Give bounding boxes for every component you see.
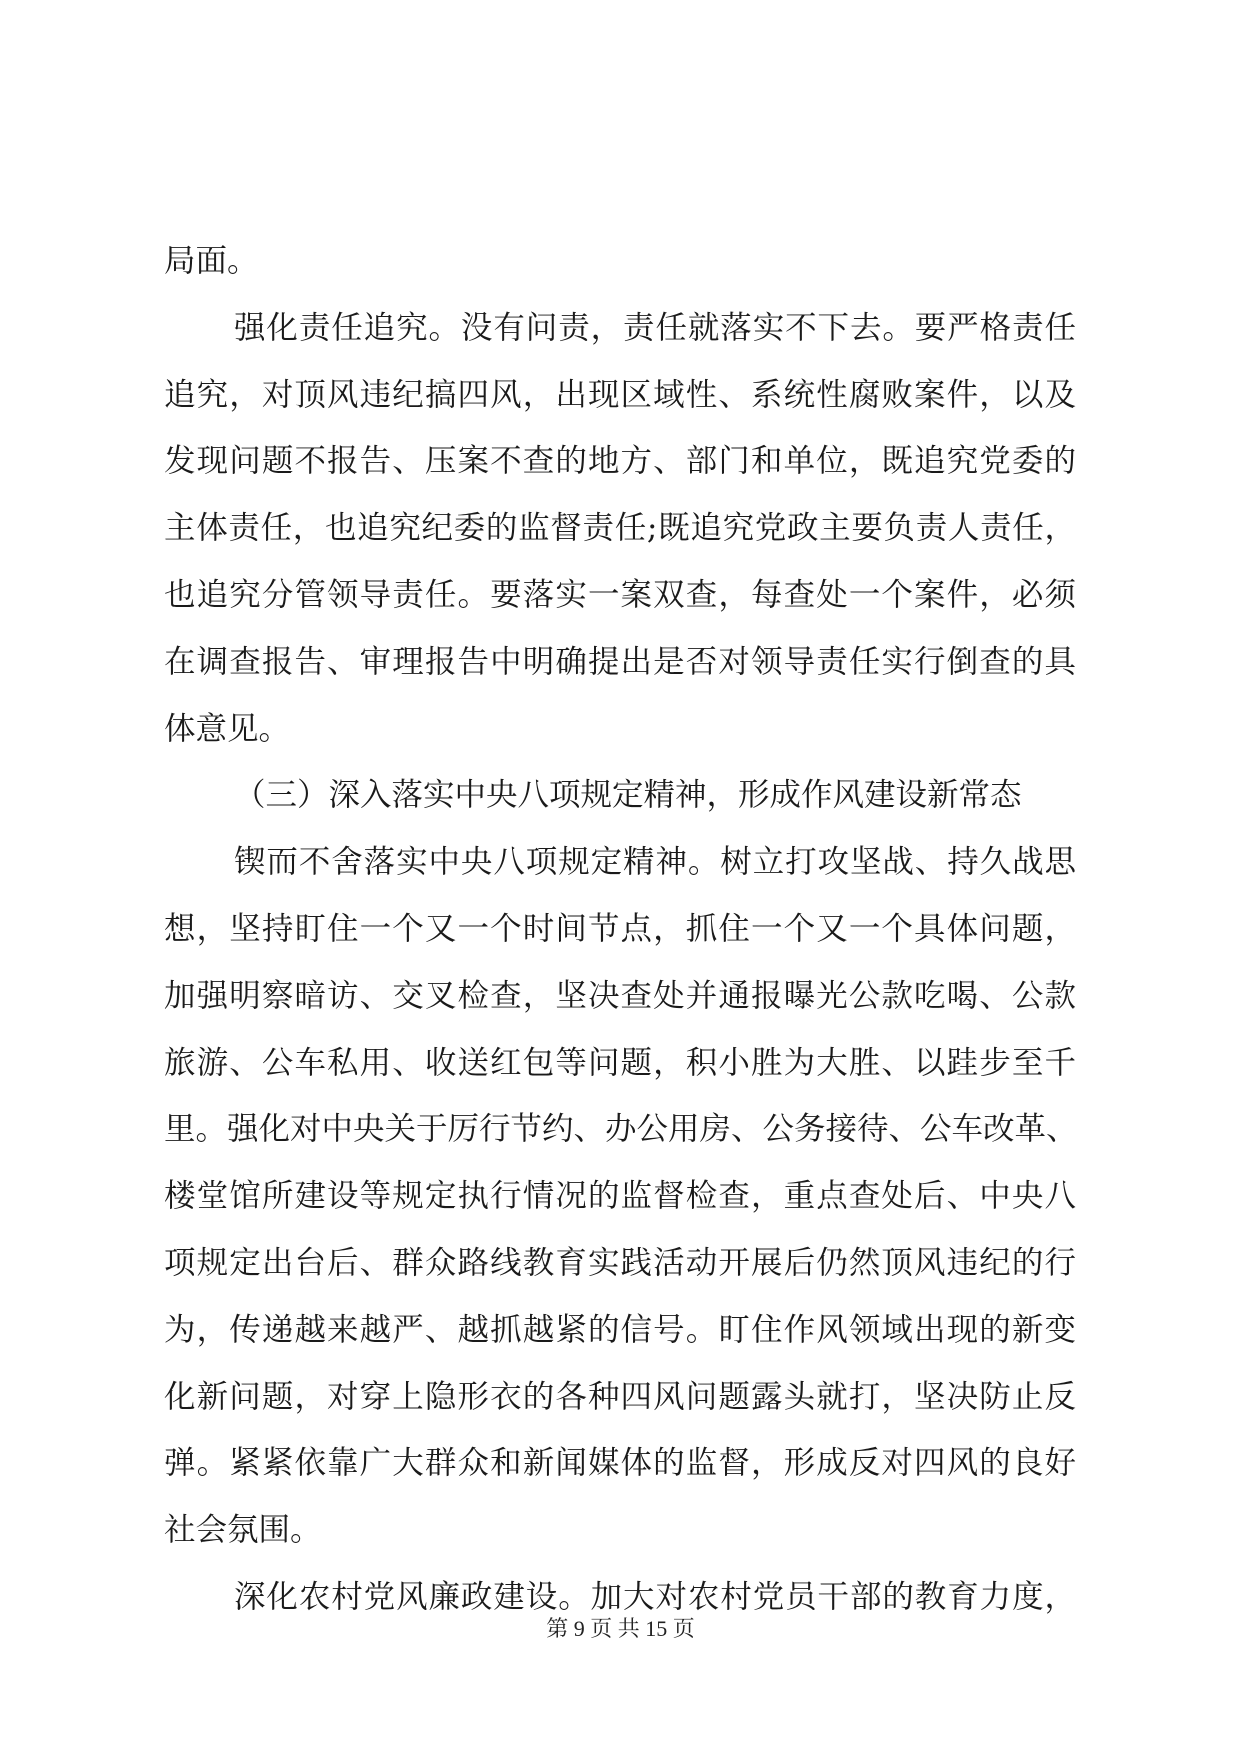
paragraph-start-line: 强化责任追究。没有问责，责任就落实不下去。要严格责任 (234, 309, 1076, 346)
text-line: 主体责任，也追究纪委的监督责任;既追究党政主要负责人责任， (164, 510, 1076, 547)
text-line: 弹。紧紧依靠广大群众和新闻媒体的监督，形成反对四风的良好 (164, 1445, 1076, 1482)
text-line: 也追究分管领导责任。要落实一案双查，每查处一个案件，必须 (164, 576, 1076, 613)
text-line: 加强明察暗访、交叉检查，坚决查处并通报曝光公款吃喝、公款 (164, 977, 1076, 1014)
page-number-footer: 第 9 页 共 15 页 (546, 1616, 695, 1641)
text-line: 局面。 (164, 243, 259, 279)
text-line: 楼堂馆所建设等规定执行情况的监督检查，重点查处后、中央八 (164, 1178, 1076, 1215)
text-line: 化新问题，对穿上隐形衣的各种四风问题露头就打，坚决防止反 (164, 1378, 1076, 1415)
text-line: 里。强化对中央关于厉行节约、办公用房、公务接待、公车改革、 (164, 1111, 1078, 1148)
text-line: 为，传递越来越严、越抓越紧的信号。盯住作风领域出现的新变 (164, 1311, 1076, 1348)
section-heading: （三）深入落实中央八项规定精神，形成作风建设新常态 (234, 777, 1022, 814)
text-line: 项规定出台后、群众路线教育实践活动开展后仍然顶风违纪的行 (164, 1244, 1076, 1281)
document-body (164, 228, 1076, 1631)
text-line: 体意见。 (164, 710, 291, 747)
paragraph-start-line: 深化农村党风廉政建设。加大对农村党员干部的教育力度， (234, 1578, 1076, 1615)
text-line: 追究，对顶风违纪搞四风，出现区域性、系统性腐败案件，以及 (164, 376, 1076, 413)
text-line: 在调查报告、审理报告中明确提出是否对领导责任实行倒查的具 (164, 643, 1076, 680)
text-line: 旅游、公车私用、收送红包等问题，积小胜为大胜、以跬步至千 (164, 1044, 1076, 1081)
text-line: 社会氛围。 (164, 1512, 322, 1549)
text-line: 想，坚持盯住一个又一个时间节点，抓住一个又一个具体问题， (164, 910, 1076, 947)
paragraph-start-line: 锲而不舍落实中央八项规定精神。树立打攻坚战、持久战思 (234, 844, 1076, 881)
text-line: 发现问题不报告、压案不查的地方、部门和单位，既追究党委的 (164, 443, 1076, 480)
